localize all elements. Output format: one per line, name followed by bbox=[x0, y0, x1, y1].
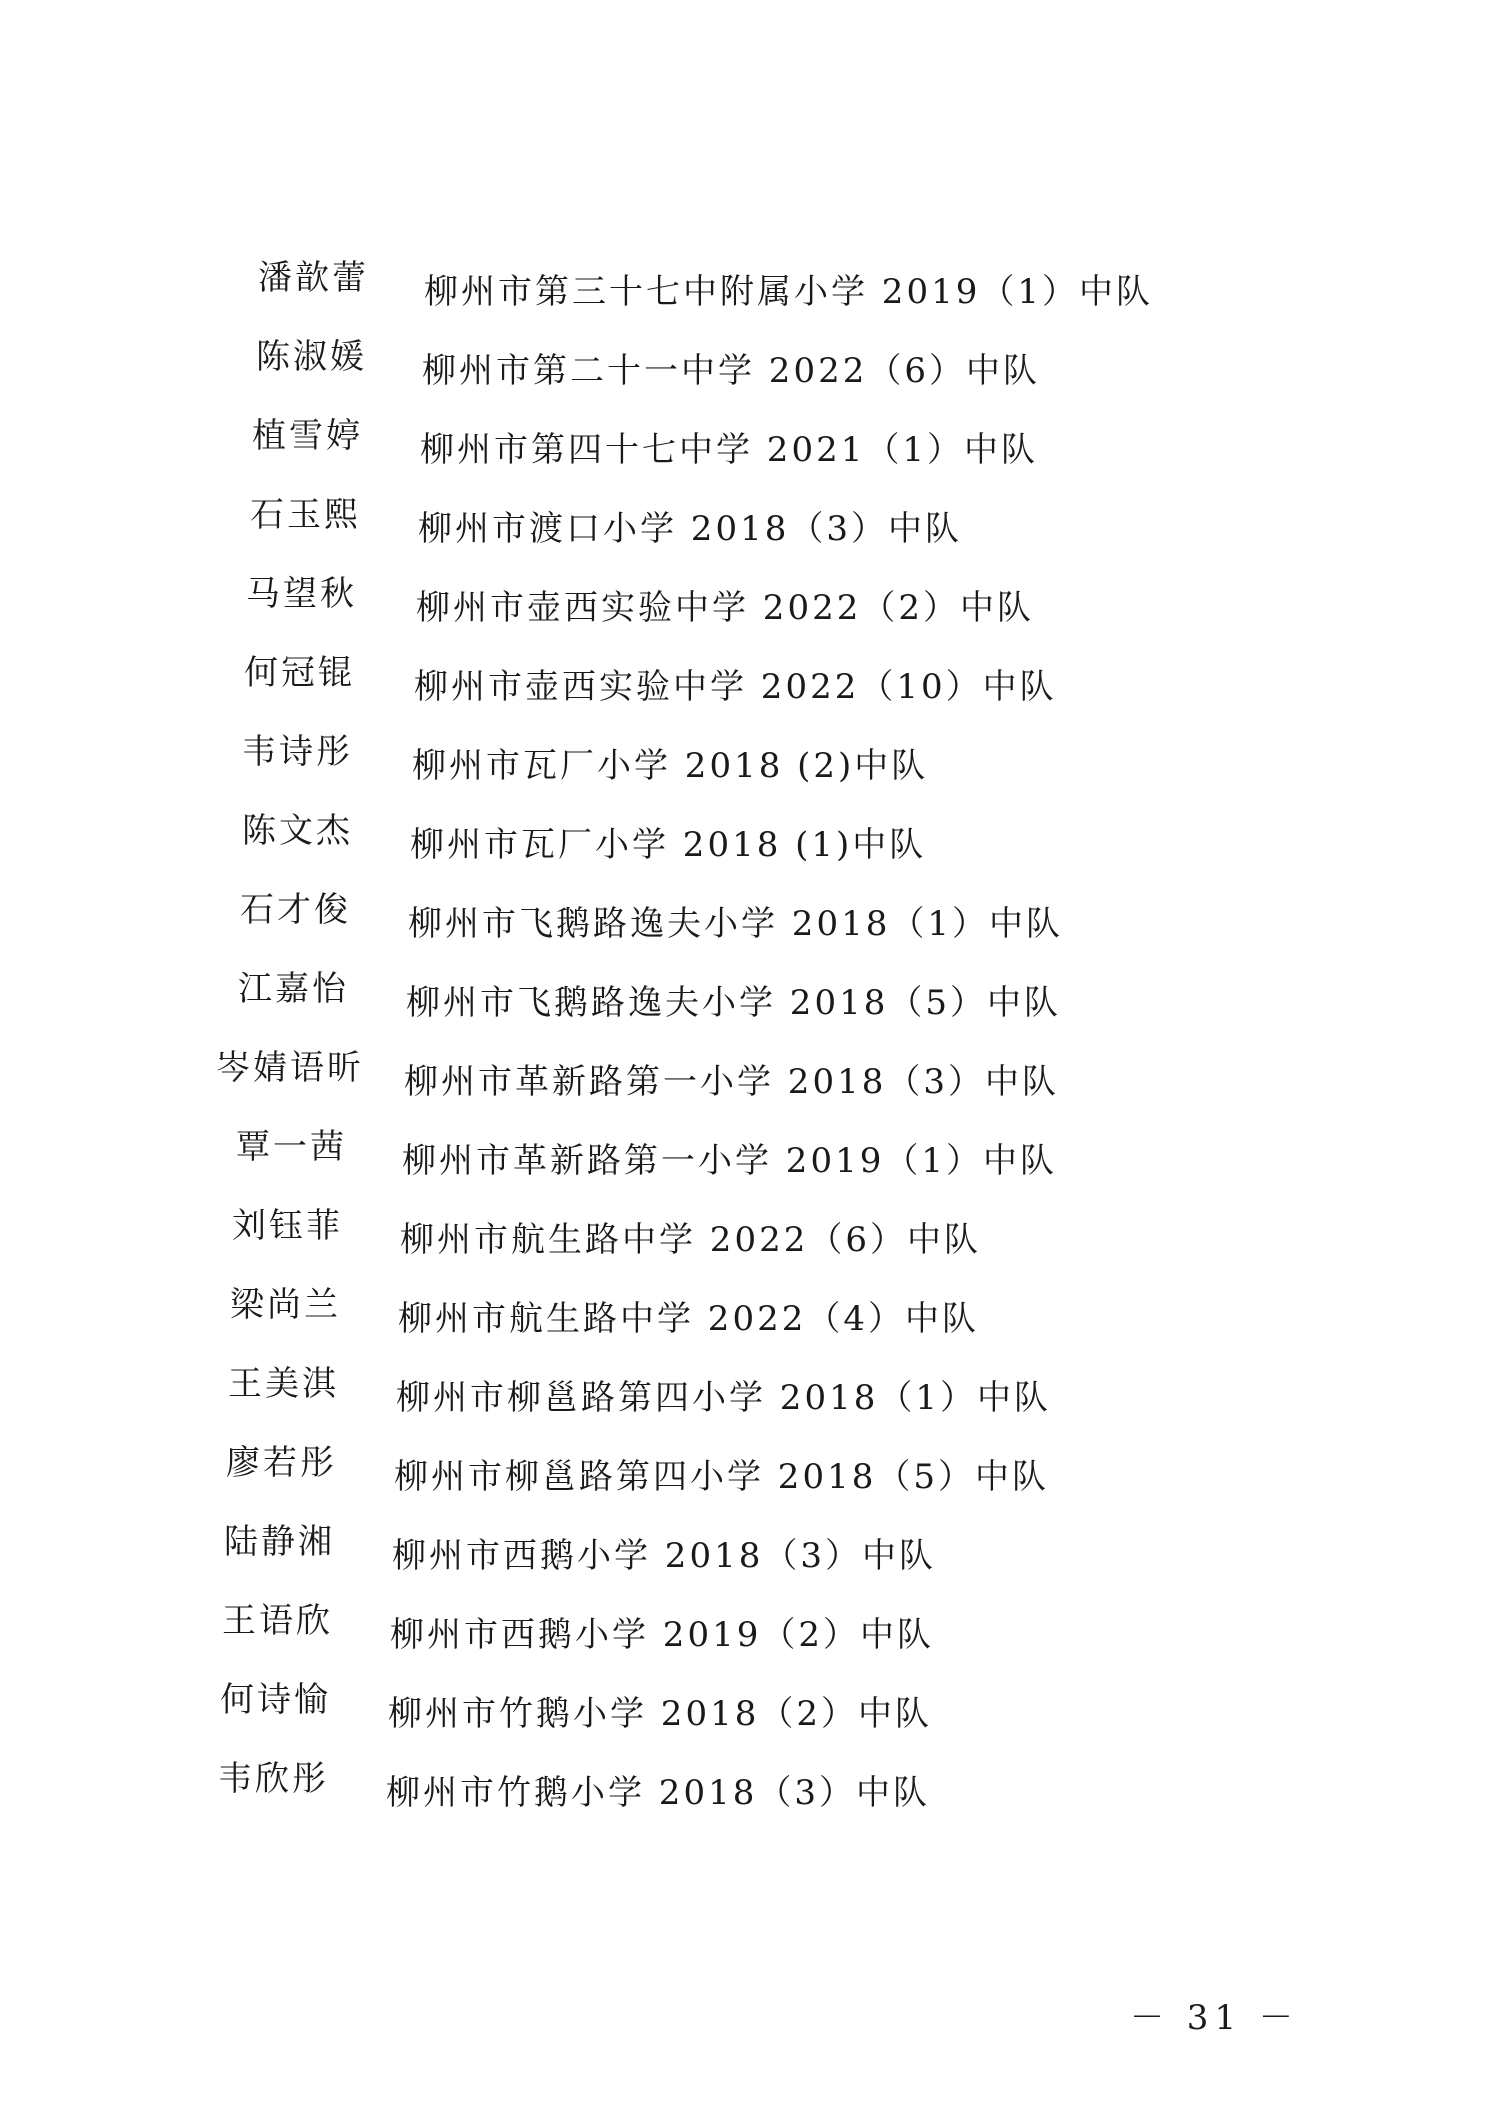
school-unit: 柳州市竹鹅小学 2018（3）中队 bbox=[386, 1773, 930, 1813]
school-unit: 柳州市柳邕路第四小学 2018（5）中队 bbox=[394, 1457, 1049, 1497]
school-unit: 柳州市飞鹅路逸夫小学 2018（5）中队 bbox=[406, 983, 1061, 1023]
roster-row bbox=[0, 732, 1488, 811]
school-unit: 柳州市瓦厂小学 2018 (1)中队 bbox=[410, 825, 927, 865]
school-unit: 柳州市柳邕路第四小学 2018（1）中队 bbox=[396, 1378, 1051, 1418]
student-name: 覃一茜 bbox=[236, 1127, 347, 1167]
roster-row bbox=[0, 337, 1488, 416]
honor-roster-list bbox=[0, 258, 1488, 1838]
student-name: 廖若彤 bbox=[226, 1443, 337, 1483]
student-name: 韦欣彤 bbox=[218, 1759, 329, 1799]
roster-row bbox=[0, 969, 1488, 1048]
student-name: 陈淑媛 bbox=[256, 337, 367, 377]
roster-row bbox=[0, 1048, 1488, 1127]
school-unit: 柳州市西鹅小学 2018（3）中队 bbox=[392, 1536, 936, 1576]
student-name: 刘钰菲 bbox=[232, 1206, 343, 1246]
school-unit: 柳州市革新路第一小学 2018（3）中队 bbox=[404, 1062, 1059, 1102]
student-name: 石才俊 bbox=[240, 890, 351, 930]
school-unit: 柳州市航生路中学 2022（4）中队 bbox=[398, 1299, 979, 1339]
student-name: 岑婧语昕 bbox=[216, 1048, 364, 1088]
roster-row bbox=[0, 1285, 1488, 1364]
roster-row bbox=[0, 1601, 1488, 1680]
page-number: － 31 － bbox=[1130, 1998, 1299, 2038]
student-name: 潘歆蕾 bbox=[258, 258, 369, 298]
student-name: 陈文杰 bbox=[242, 811, 353, 851]
school-unit: 柳州市渡口小学 2018（3）中队 bbox=[418, 509, 962, 549]
school-unit: 柳州市第二十一中学 2022（6）中队 bbox=[422, 351, 1040, 391]
school-unit: 柳州市壶西实验中学 2022（2）中队 bbox=[416, 588, 1034, 628]
roster-row bbox=[0, 258, 1488, 337]
student-name: 植雪婷 bbox=[252, 416, 363, 456]
student-name: 石玉熙 bbox=[250, 495, 361, 535]
school-unit: 柳州市第四十七中学 2021（1）中队 bbox=[420, 430, 1038, 470]
school-unit: 柳州市飞鹅路逸夫小学 2018（1）中队 bbox=[408, 904, 1063, 944]
roster-row bbox=[0, 1680, 1488, 1759]
school-unit: 柳州市航生路中学 2022（6）中队 bbox=[400, 1220, 981, 1260]
roster-row bbox=[0, 1364, 1488, 1443]
roster-row bbox=[0, 416, 1488, 495]
student-name: 王美淇 bbox=[228, 1364, 339, 1404]
student-name: 韦诗彤 bbox=[242, 732, 353, 772]
student-name: 马望秋 bbox=[246, 574, 357, 614]
roster-row bbox=[0, 1759, 1488, 1838]
student-name: 何冠锟 bbox=[244, 653, 355, 693]
roster-row bbox=[0, 495, 1488, 574]
roster-row bbox=[0, 1127, 1488, 1206]
roster-row bbox=[0, 574, 1488, 653]
student-name: 何诗愉 bbox=[220, 1680, 331, 1720]
roster-row bbox=[0, 890, 1488, 969]
roster-row bbox=[0, 1522, 1488, 1601]
student-name: 江嘉怡 bbox=[238, 969, 349, 1009]
school-unit: 柳州市竹鹅小学 2018（2）中队 bbox=[388, 1694, 932, 1734]
roster-row bbox=[0, 1443, 1488, 1522]
student-name: 王语欣 bbox=[222, 1601, 333, 1641]
school-unit: 柳州市瓦厂小学 2018 (2)中队 bbox=[412, 746, 929, 786]
roster-row bbox=[0, 811, 1488, 890]
school-unit: 柳州市第三十七中附属小学 2019（1）中队 bbox=[424, 272, 1153, 312]
school-unit: 柳州市西鹅小学 2019（2）中队 bbox=[390, 1615, 934, 1655]
student-name: 陆静湘 bbox=[224, 1522, 335, 1562]
school-unit: 柳州市壶西实验中学 2022（10）中队 bbox=[414, 667, 1057, 707]
student-name: 梁尚兰 bbox=[230, 1285, 341, 1325]
school-unit: 柳州市革新路第一小学 2019（1）中队 bbox=[402, 1141, 1057, 1181]
roster-row bbox=[0, 653, 1488, 732]
roster-row bbox=[0, 1206, 1488, 1285]
